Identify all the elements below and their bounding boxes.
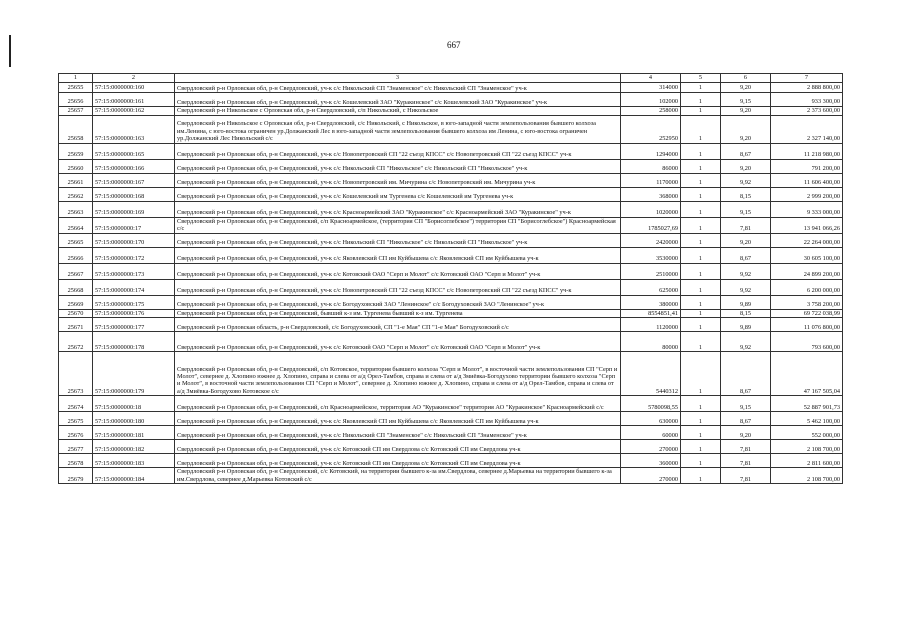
cadastral-number: 57:15:0000000:161 [93, 93, 175, 107]
address-cell: Свердловский р-н Орловская обл, р-н Свердловский, уч-к с/с Красноармейский ЗАО "Куракинское" с/с Красноармейский ЗАО "Куракинское" уч-к [175, 201, 621, 217]
rate-cell: 9,20 [721, 107, 771, 116]
cadastral-number: 57:15:0000000:17 [93, 217, 175, 233]
table-row [59, 173, 843, 187]
address-cell: Свердловский р-н Орловская обл, р-н Свердловский, с/п Красноармейское, (территория СП "Борисоглебское") территория СП "Борисоглебское") Красноармейская с/с [175, 217, 621, 233]
row-number: 25665 [59, 233, 93, 247]
address-cell: Свердловский р-н Никольское с Орловская обл, р-н Свердловский, с/с Никольский, с Никольское, в юго-западной части землепользования бывшего колхоза им.Ленина, с юго-востока ограничен ур.Должанский Лес в юго-западной части землепользования бывшего колхоза им Ленина, с юго-востока ограничен ур.Должанский Лес Никольский с/с [175, 115, 621, 143]
row-number: 25679 [59, 468, 93, 484]
area-cell: 314000 [621, 83, 681, 93]
value-cell: 2 888 800,00 [771, 83, 843, 93]
row-number: 25656 [59, 93, 93, 107]
area-cell: 1120000 [621, 318, 681, 332]
value-cell: 47 167 505,04 [771, 352, 843, 396]
value-cell: 11 606 400,00 [771, 173, 843, 187]
column-header: 7 [771, 74, 843, 83]
count-cell: 1 [681, 426, 721, 440]
rate-cell: 9,15 [721, 396, 771, 412]
rate-cell: 8,67 [721, 412, 771, 426]
table-row [59, 295, 843, 309]
table-row [59, 263, 843, 279]
table-row [59, 159, 843, 173]
cadastral-number: 57:15:0000000:182 [93, 440, 175, 454]
cadastral-number: 57:15:0000000:175 [93, 295, 175, 309]
rate-cell: 9,20 [721, 115, 771, 143]
value-cell: 2 999 200,00 [771, 187, 843, 201]
cadastral-number: 57:15:0000000:181 [93, 426, 175, 440]
cadastral-number: 57:15:0000000:176 [93, 309, 175, 318]
area-cell: 258000 [621, 107, 681, 116]
count-cell: 1 [681, 93, 721, 107]
area-cell: 1020000 [621, 201, 681, 217]
rate-cell: 8,67 [721, 352, 771, 396]
cadastral-number: 57:15:0000000:183 [93, 454, 175, 468]
area-cell: 252950 [621, 115, 681, 143]
address-cell: Свердловский р-н Орловская обл, р-н Свердловский, с/п Котовское, территория бывшего колхоза "Серп и Молот", в восточной части землепользования СП "Серп и Молот", севернее д. Хлопино южнее д. Хлопино, справа и слева от а/д Орел-Тамбов, справа и слева от а/д Змиёвка-Богодухово территории бывшего колхоза "Серп и Молот", в восточной части землепользования СП "Серп и Молот", севернее д. Хлопино южнее д. Хлопино, справа и слева от а/д Орел-Тамбов, справа и слева от а/д Змиёвка-Богодухово Котовское с/с [175, 352, 621, 396]
rate-cell: 8,15 [721, 187, 771, 201]
count-cell: 1 [681, 83, 721, 93]
area-cell: 380000 [621, 295, 681, 309]
cadastral-number: 57:15:0000000:168 [93, 187, 175, 201]
row-number: 25658 [59, 115, 93, 143]
rate-cell: 8,67 [721, 143, 771, 159]
value-cell: 11 076 800,00 [771, 318, 843, 332]
count-cell: 1 [681, 159, 721, 173]
area-cell: 1294000 [621, 143, 681, 159]
count-cell: 1 [681, 263, 721, 279]
value-cell: 69 722 038,99 [771, 309, 843, 318]
table-body [59, 74, 843, 484]
address-cell: Свердловский р-н Орловская обл, р-н Свердловский, с/с Котовский, на территории бывшего к-за им.Свердлова, севернее д.Марьевка на территории бывшего к-за им.Свердлова, севернее д.Марьевка Котовский с/с [175, 468, 621, 484]
table-row [59, 396, 843, 412]
value-cell: 2 811 600,00 [771, 454, 843, 468]
address-cell: Свердловский р-н Орловская область, р-н Свердловский, с/с Богодуховский, СП "1-е Мая" СП "1-е Мая" Богодуховский с/с [175, 318, 621, 332]
value-cell: 11 218 980,00 [771, 143, 843, 159]
land-register-table [58, 73, 843, 484]
area-cell: 270000 [621, 468, 681, 484]
row-number: 25666 [59, 247, 93, 263]
address-cell: Свердловский р-н Орловская обл, р-н Свердловский, уч-к с/с Никольский СП "Знаменское" с/с Никольский СП "Знаменское" уч-к [175, 426, 621, 440]
row-number: 25664 [59, 217, 93, 233]
address-cell: Свердловский р-н Орловская обл, р-н Свердловский, уч-к с/с Новопетровский им. Мичурина с/с Новопетровский им. Мичурина уч-к [175, 173, 621, 187]
area-cell: 86000 [621, 159, 681, 173]
rate-cell: 9,92 [721, 173, 771, 187]
count-cell: 1 [681, 309, 721, 318]
cadastral-number: 57:15:0000000:165 [93, 143, 175, 159]
area-cell: 3530000 [621, 247, 681, 263]
cadastral-number: 57:15:0000000:18 [93, 396, 175, 412]
value-cell: 2 108 700,00 [771, 468, 843, 484]
header-row [59, 74, 843, 83]
area-cell: 80000 [621, 332, 681, 352]
rate-cell: 7,81 [721, 468, 771, 484]
area-cell: 102000 [621, 93, 681, 107]
address-cell: Свердловский р-н Никольское с Орловская обл, р-н Свердловский, с/п Никольский, с Никольское [175, 107, 621, 116]
rate-cell: 9,20 [721, 159, 771, 173]
row-number: 25671 [59, 318, 93, 332]
table-row [59, 309, 843, 318]
count-cell: 1 [681, 454, 721, 468]
table-row [59, 107, 843, 116]
area-cell: 630000 [621, 412, 681, 426]
table-row [59, 143, 843, 159]
address-cell: Свердловский р-н Орловская обл, р-н Свердловский, уч-к с/с Кошелевский ЗАО "Куракинское" с/с Кошелевский ЗАО "Куракинское" уч-к [175, 93, 621, 107]
row-number: 25678 [59, 454, 93, 468]
table-row [59, 187, 843, 201]
rate-cell: 7,81 [721, 454, 771, 468]
row-number: 25657 [59, 107, 93, 116]
rate-cell: 9,89 [721, 295, 771, 309]
column-header: 5 [681, 74, 721, 83]
row-number: 25669 [59, 295, 93, 309]
value-cell: 552 000,00 [771, 426, 843, 440]
count-cell: 1 [681, 412, 721, 426]
value-cell: 933 300,00 [771, 93, 843, 107]
area-cell: 368000 [621, 187, 681, 201]
row-number: 25672 [59, 332, 93, 352]
count-cell: 1 [681, 217, 721, 233]
row-number: 25674 [59, 396, 93, 412]
address-cell: Свердловский р-н Орловская обл, р-н Свердловский, уч-к с/с Яковлевский СП им Куйбышева с/с Яковлевский СП им Куйбышева уч-к [175, 247, 621, 263]
cadastral-number: 57:15:0000000:170 [93, 233, 175, 247]
address-cell: Свердловский р-н Орловская обл, р-н Свердловский, уч-к с/с Яковлевский СП им Куйбышева с/с Яковлевский СП им Куйбышева уч-к [175, 412, 621, 426]
cadastral-number: 57:15:0000000:172 [93, 247, 175, 263]
value-cell: 2 108 700,00 [771, 440, 843, 454]
area-cell: 2510000 [621, 263, 681, 279]
cadastral-number: 57:15:0000000:163 [93, 115, 175, 143]
page-number: 667 [447, 40, 461, 50]
table-row [59, 247, 843, 263]
rate-cell: 9,89 [721, 318, 771, 332]
value-cell: 6 200 000,00 [771, 279, 843, 295]
count-cell: 1 [681, 318, 721, 332]
area-cell: 625000 [621, 279, 681, 295]
address-cell: Свердловский р-н Орловская обл, р-н Свердловский, уч-к с/с Никольский СП "Знаменское" с/с Никольский СП "Знаменское" уч-к [175, 83, 621, 93]
value-cell: 2 373 600,00 [771, 107, 843, 116]
cadastral-number: 57:15:0000000:167 [93, 173, 175, 187]
row-number: 25670 [59, 309, 93, 318]
address-cell: Свердловский р-н Орловская обл, р-н Свердловский, уч-к с/с Богодуховский ЗАО "Ленинское" с/с Богодуховский ЗАО "Ленинское" уч-к [175, 295, 621, 309]
row-number: 25675 [59, 412, 93, 426]
address-cell: Свердловский р-н Орловская обл, р-н Свердловский, уч-к с/с Никольский СП "Никольское" с/с Никольский СП "Никольское" уч-к [175, 159, 621, 173]
value-cell: 5 462 100,00 [771, 412, 843, 426]
rate-cell: 9,20 [721, 233, 771, 247]
table-row [59, 279, 843, 295]
count-cell: 1 [681, 233, 721, 247]
cadastral-number: 57:15:0000000:174 [93, 279, 175, 295]
area-cell: 8554851,41 [621, 309, 681, 318]
cadastral-number: 57:15:0000000:162 [93, 107, 175, 116]
value-cell: 793 600,00 [771, 332, 843, 352]
column-header: 2 [93, 74, 175, 83]
row-number: 25668 [59, 279, 93, 295]
count-cell: 1 [681, 247, 721, 263]
address-cell: Свердловский р-н Орловская обл, р-н Свердловский, уч-к с/с Кошелевский им Тургенева с/с Кошелевский им Тургенева уч-к [175, 187, 621, 201]
count-cell: 1 [681, 187, 721, 201]
count-cell: 1 [681, 468, 721, 484]
table-row [59, 93, 843, 107]
value-cell: 24 899 200,00 [771, 263, 843, 279]
cadastral-number: 57:15:0000000:177 [93, 318, 175, 332]
table-row [59, 454, 843, 468]
count-cell: 1 [681, 173, 721, 187]
rate-cell: 9,15 [721, 201, 771, 217]
table-row [59, 412, 843, 426]
row-number: 25661 [59, 173, 93, 187]
area-cell: 5780098,55 [621, 396, 681, 412]
cadastral-number: 57:15:0000000:173 [93, 263, 175, 279]
rate-cell: 9,92 [721, 332, 771, 352]
table-row [59, 217, 843, 233]
count-cell: 1 [681, 201, 721, 217]
rate-cell: 7,81 [721, 217, 771, 233]
address-cell: Свердловский р-н Орловская обл, р-н Свердловский, бывший к-з им. Тургенева бывший к-з им. Тургенева [175, 309, 621, 318]
area-cell: 5440312 [621, 352, 681, 396]
address-cell: Свердловский р-н Орловская обл, р-н Свердловский, уч-к с/с Котовский СП им Свердлова с/с Котовский СП им Свердлова уч-к [175, 454, 621, 468]
address-cell: Свердловский р-н Орловская обл, р-н Свердловский, уч-к с/с Новопетровский СП "22 съезд КПСС" с/с Новопетровский СП "22 съезд КПСС" уч-к [175, 143, 621, 159]
cadastral-number: 57:15:0000000:178 [93, 332, 175, 352]
cadastral-number: 57:15:0000000:166 [93, 159, 175, 173]
area-cell: 1785027,69 [621, 217, 681, 233]
table-row [59, 201, 843, 217]
row-number: 25662 [59, 187, 93, 201]
address-cell: Свердловский р-н Орловская обл, р-н Свердловский, с/п Красноармейское, территория АО "Куракинское" территория АО "Куракинское" Красноармейский с/с [175, 396, 621, 412]
value-cell: 9 333 000,00 [771, 201, 843, 217]
table-row [59, 115, 843, 143]
rate-cell: 9,15 [721, 93, 771, 107]
area-cell: 360000 [621, 454, 681, 468]
rate-cell: 8,67 [721, 247, 771, 263]
row-number: 25676 [59, 426, 93, 440]
count-cell: 1 [681, 295, 721, 309]
table-row [59, 426, 843, 440]
row-number: 25655 [59, 83, 93, 93]
count-cell: 1 [681, 332, 721, 352]
value-cell: 791 200,00 [771, 159, 843, 173]
value-cell: 13 941 066,26 [771, 217, 843, 233]
table-row [59, 318, 843, 332]
column-header: 6 [721, 74, 771, 83]
value-cell: 2 327 140,00 [771, 115, 843, 143]
cadastral-number: 57:15:0000000:180 [93, 412, 175, 426]
rate-cell: 7,81 [721, 440, 771, 454]
table-row [59, 440, 843, 454]
table-row [59, 468, 843, 484]
count-cell: 1 [681, 279, 721, 295]
count-cell: 1 [681, 107, 721, 116]
row-number: 25660 [59, 159, 93, 173]
table-row [59, 332, 843, 352]
count-cell: 1 [681, 440, 721, 454]
rate-cell: 9,20 [721, 426, 771, 440]
rate-cell: 9,20 [721, 83, 771, 93]
count-cell: 1 [681, 396, 721, 412]
cadastral-number: 57:15:0000000:179 [93, 352, 175, 396]
row-number: 25677 [59, 440, 93, 454]
rate-cell: 9,92 [721, 279, 771, 295]
count-cell: 1 [681, 352, 721, 396]
address-cell: Свердловский р-н Орловская обл, р-н Свердловский, уч-к с/с Котовский СП им Свердлова с/с Котовский СП им Свердлова уч-к [175, 440, 621, 454]
row-number: 25673 [59, 352, 93, 396]
count-cell: 1 [681, 115, 721, 143]
address-cell: Свердловский р-н Орловская обл, р-н Свердловский, уч-к с/с Котовский ОАО "Серп и Молот" с/с Котовский ОАО "Серп и Молот" уч-к [175, 332, 621, 352]
column-header: 1 [59, 74, 93, 83]
table-row [59, 233, 843, 247]
count-cell: 1 [681, 143, 721, 159]
table-row [59, 83, 843, 93]
column-header: 3 [175, 74, 621, 83]
rate-cell: 9,92 [721, 263, 771, 279]
address-cell: Свердловский р-н Орловская обл, р-н Свердловский, уч-к с/с Никольский СП "Никольское" с/с Никольский СП "Никольское" уч-к [175, 233, 621, 247]
row-number: 25659 [59, 143, 93, 159]
cadastral-number: 57:15:0000000:160 [93, 83, 175, 93]
area-cell: 1170000 [621, 173, 681, 187]
address-cell: Свердловский р-н Орловская обл, р-н Свердловский, уч-к с/с Котовский ОАО "Серп и Молот" с/с Котовский ОАО "Серп и Молот" уч-к [175, 263, 621, 279]
area-cell: 2420000 [621, 233, 681, 247]
cadastral-number: 57:15:0000000:169 [93, 201, 175, 217]
row-number: 25663 [59, 201, 93, 217]
area-cell: 60000 [621, 426, 681, 440]
value-cell: 22 264 000,00 [771, 233, 843, 247]
rate-cell: 8,15 [721, 309, 771, 318]
row-number: 25667 [59, 263, 93, 279]
address-cell: Свердловский р-н Орловская обл, р-н Свердловский, уч-к с/с Новопетровский СП "22 съезд КПСС" с/с Новопетровский СП "22 съезд КПСС" уч-к [175, 279, 621, 295]
value-cell: 30 605 100,00 [771, 247, 843, 263]
margin-line [9, 35, 11, 67]
area-cell: 270000 [621, 440, 681, 454]
value-cell: 52 887 901,73 [771, 396, 843, 412]
cadastral-number: 57:15:0000000:184 [93, 468, 175, 484]
value-cell: 3 758 200,00 [771, 295, 843, 309]
column-header: 4 [621, 74, 681, 83]
table-row [59, 352, 843, 396]
